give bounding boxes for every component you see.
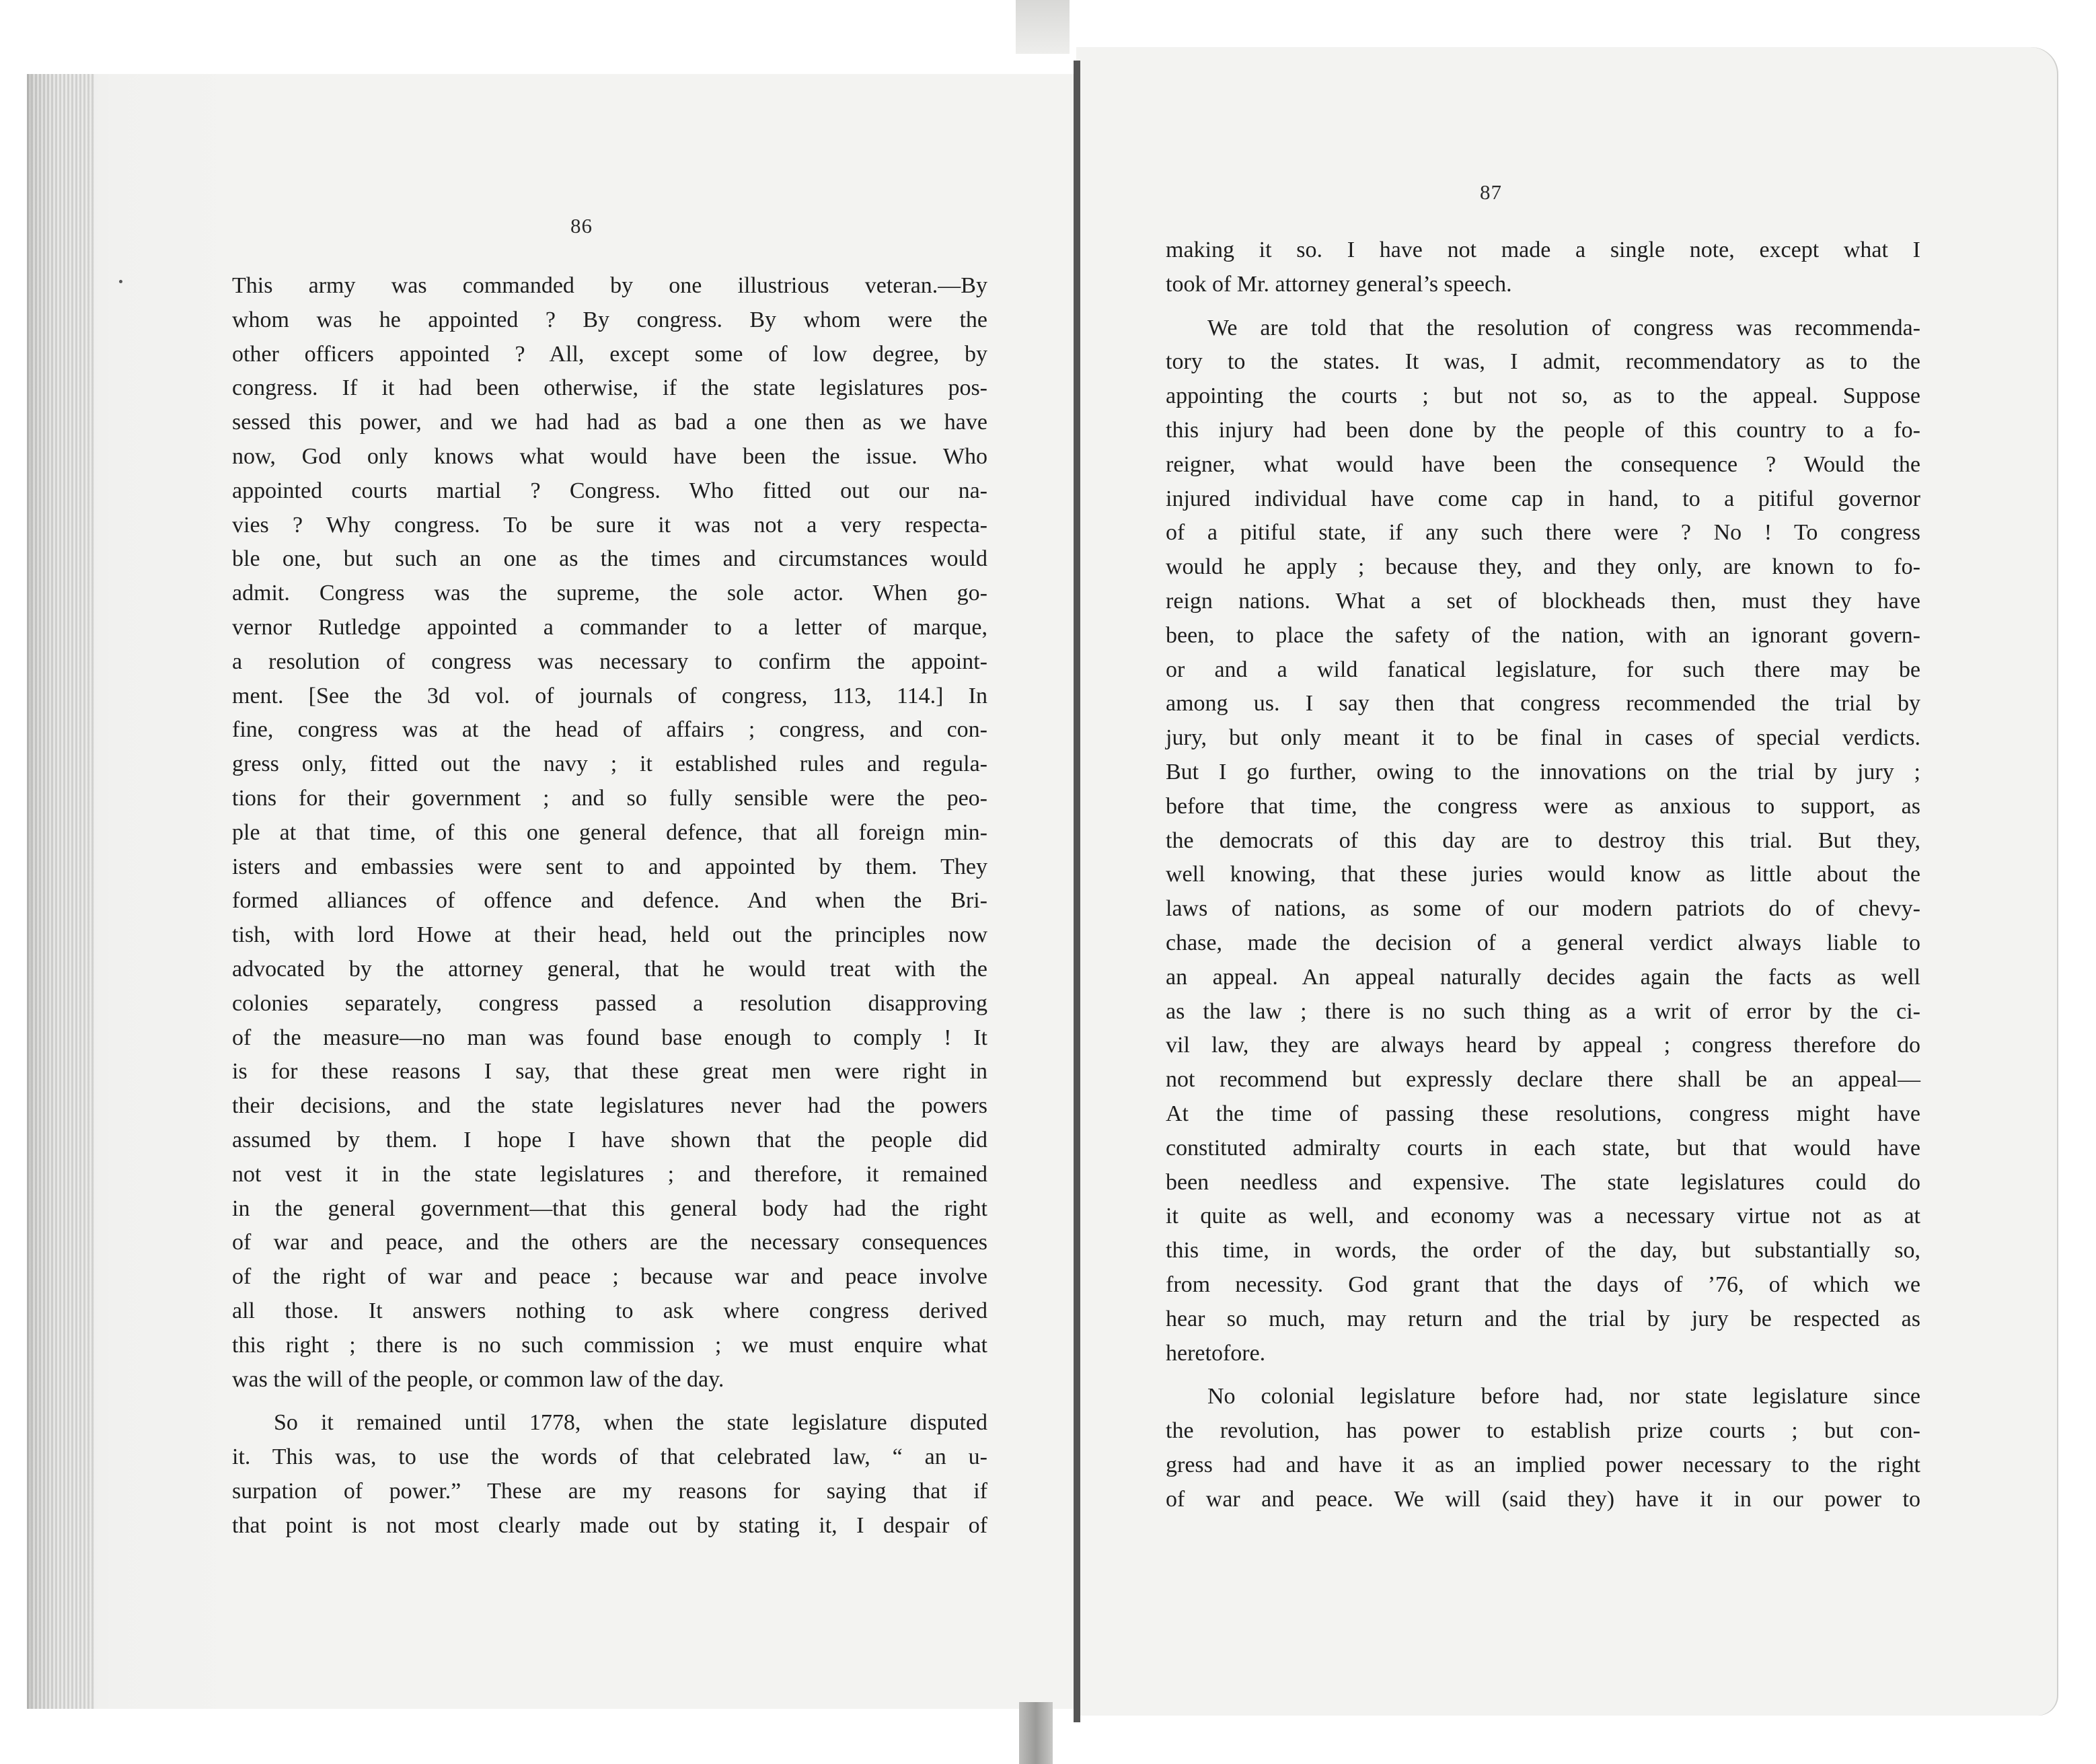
text-line: that point is not most clearly made out by stating it, I despair of [232, 1512, 987, 1538]
text-line: of war and peace, and the others are the necessary consequences [232, 1230, 987, 1255]
text-line: appointing the courts ; but not so, as to the appeal. Suppose [1166, 383, 1920, 409]
text-line: congress. If it had been otherwise, if the state legislatures pos- [232, 375, 987, 401]
text-line: as the law ; there is no such thing as a writ of error by the ci- [1166, 998, 1920, 1024]
text-line: been, to place the safety of the nation, with an ignorant govern- [1166, 622, 1920, 648]
text-line: this injury had been done by the people of this country to a fo- [1166, 417, 1920, 443]
text-line: hear so much, may return and the trial by jury be respected as [1166, 1306, 1920, 1331]
text-line: isters and embassies were sent to and appointed by them. They [232, 854, 987, 879]
text-line: ple at that time, of this one general defence, that all foreign min- [232, 819, 987, 845]
text-line: admit. Congress was the supreme, the sole actor. When go- [232, 581, 987, 606]
text-line: But I go further, owing to the innovations on the trial by jury ; [1166, 759, 1920, 784]
text-line: it quite as well, and economy was a necessary virtue not as at [1166, 1204, 1920, 1229]
text-line: vies ? Why congress. To be sure it was not a very respecta- [232, 512, 987, 538]
text-line: This army was commanded by one illustrious veteran.—By [232, 273, 987, 298]
text-line: chase, made the decision of a general verdict always liable to [1166, 930, 1920, 955]
text-line: other officers appointed ? All, except some of low degree, by [232, 341, 987, 367]
text-line: gress had and have it as an implied power necessary to the right [1166, 1452, 1920, 1477]
text-line: making it so. I have not made a single note, except what I [1166, 237, 1920, 262]
text-line: tions for their government ; and so fully sensible were the peo- [232, 785, 987, 811]
text-line: laws of nations, as some of our modern patriots do of chevy- [1166, 896, 1920, 922]
text-line: this right ; there is no such commission ; we must enquire what [232, 1332, 987, 1358]
text-line: a resolution of congress was necessary to confirm the appoint- [232, 649, 987, 674]
text-line: At the time of passing these resolutions, congress might have [1166, 1101, 1920, 1126]
text-line: before that time, the congress were as anxious to support, as [1166, 793, 1920, 819]
text-line: took of Mr. attorney general’s speech. [1166, 271, 1512, 297]
text-line: ble one, but such an one as the times and circumstances would [232, 546, 987, 572]
text-line: of war and peace. We will (said they) have it in our power to [1166, 1486, 1920, 1512]
text-line: assumed by them. I hope I have shown that the people did [232, 1127, 987, 1152]
text-line: reigner, what would have been the consequence ? Would the [1166, 451, 1920, 477]
text-line: jury, but only meant it to be final in cases of special verdicts. [1166, 725, 1920, 751]
text-line: is for these reasons I say, that these great men were right in [232, 1059, 987, 1085]
page-number-right: 87 [1480, 180, 1502, 204]
scan-tape-bottom [1019, 1702, 1053, 1764]
left-page-text [232, 269, 987, 1543]
text-line: surpation of power.” These are my reasons for saying that if [232, 1478, 987, 1504]
text-line: whom was he appointed ? By congress. By whom were the [232, 307, 987, 332]
text-line: from necessity. God grant that the days of ’76, of which we [1166, 1272, 1920, 1297]
text-line: injured individual have come cap in hand, to a pitiful governor [1166, 486, 1920, 511]
book-gutter [1074, 61, 1080, 1722]
page-number-left: 86 [570, 214, 593, 237]
text-line: the democrats of this day are to destroy this trial. But they, [1166, 828, 1920, 853]
text-line: not recommend but expressly declare there shall be an appeal— [1166, 1067, 1920, 1093]
text-line: sessed this power, and we had had as bad a one then as we have [232, 410, 987, 435]
text-line: was the will of the people, or common law of the day. [232, 1366, 724, 1392]
text-line: of the right of war and peace ; because war and peace involve [232, 1264, 987, 1290]
text-line: of a pitiful state, if any such there were ? No ! To congress [1166, 520, 1920, 546]
text-line: in the general government—that this general body had the right [232, 1196, 987, 1221]
text-line: tory to the states. It was, I admit, recommendatory as to the [1166, 349, 1920, 375]
text-line: of the measure—no man was found base enough to comply ! It [232, 1025, 987, 1050]
text-line: fine, congress was at the head of affairs ; congress, and con- [232, 717, 987, 743]
text-line: vil law, they are always heard by appeal ; congress therefore do [1166, 1033, 1920, 1058]
text-line: it. This was, to use the words of that celebrated law, “ an u- [232, 1444, 987, 1470]
text-line: an appeal. An appeal naturally decides again the facts as well [1166, 964, 1920, 990]
text-line: been needless and expensive. The state legislatures could do [1166, 1169, 1920, 1195]
text-line: their decisions, and the state legislatures never had the powers [232, 1093, 987, 1119]
text-line: well knowing, that these juries would know as little about the [1166, 862, 1920, 887]
text-line: all those. It answers nothing to ask where congress derived [232, 1298, 987, 1323]
text-line: now, God only knows what would have been the issue. Who [232, 443, 987, 469]
margin-mark [119, 280, 122, 283]
text-line: tish, with lord Howe at their head, held out the principles now [232, 922, 987, 948]
scan-tape-top [1016, 0, 1070, 54]
text-line: or and a wild fanatical legislature, for such there may be [1166, 657, 1920, 682]
text-line: ment. [See the 3d vol. of journals of congress, 113, 114.] In [232, 683, 987, 708]
left-page-edges [27, 74, 94, 1709]
text-line: formed alliances of offence and defence. And when the Bri- [232, 888, 987, 914]
text-line: would he apply ; because they, and they only, are known to fo- [1166, 554, 1920, 580]
text-line: vernor Rutledge appointed a commander to a letter of marque, [232, 614, 987, 640]
right-page-text [1166, 233, 1920, 1516]
text-line: constituted admiralty courts in each state, but that would have [1166, 1135, 1920, 1161]
text-line: No colonial legislature before had, nor state legislature since [1207, 1384, 1920, 1409]
text-line: heretofore. [1166, 1340, 1266, 1366]
text-line: the revolution, has power to establish prize courts ; but con- [1166, 1418, 1920, 1444]
text-line: We are told that the resolution of congress was recommenda- [1207, 315, 1920, 340]
text-line: among us. I say then that congress recommended the trial by [1166, 691, 1920, 716]
text-line: reign nations. What a set of blockheads then, must they have [1166, 588, 1920, 614]
text-line: So it remained until 1778, when the state legislature disputed [274, 1410, 987, 1436]
text-line: gress only, fitted out the navy ; it established rules and regula- [232, 751, 987, 777]
text-line: not vest it in the state legislatures ; and therefore, it remained [232, 1161, 987, 1187]
text-line: advocated by the attorney general, that he would treat with the [232, 956, 987, 982]
text-line: appointed courts martial ? Congress. Who fitted out our na- [232, 478, 987, 503]
text-line: colonies separately, congress passed a resolution disapproving [232, 990, 987, 1016]
text-line: this time, in words, the order of the day, but substantially so, [1166, 1238, 1920, 1263]
